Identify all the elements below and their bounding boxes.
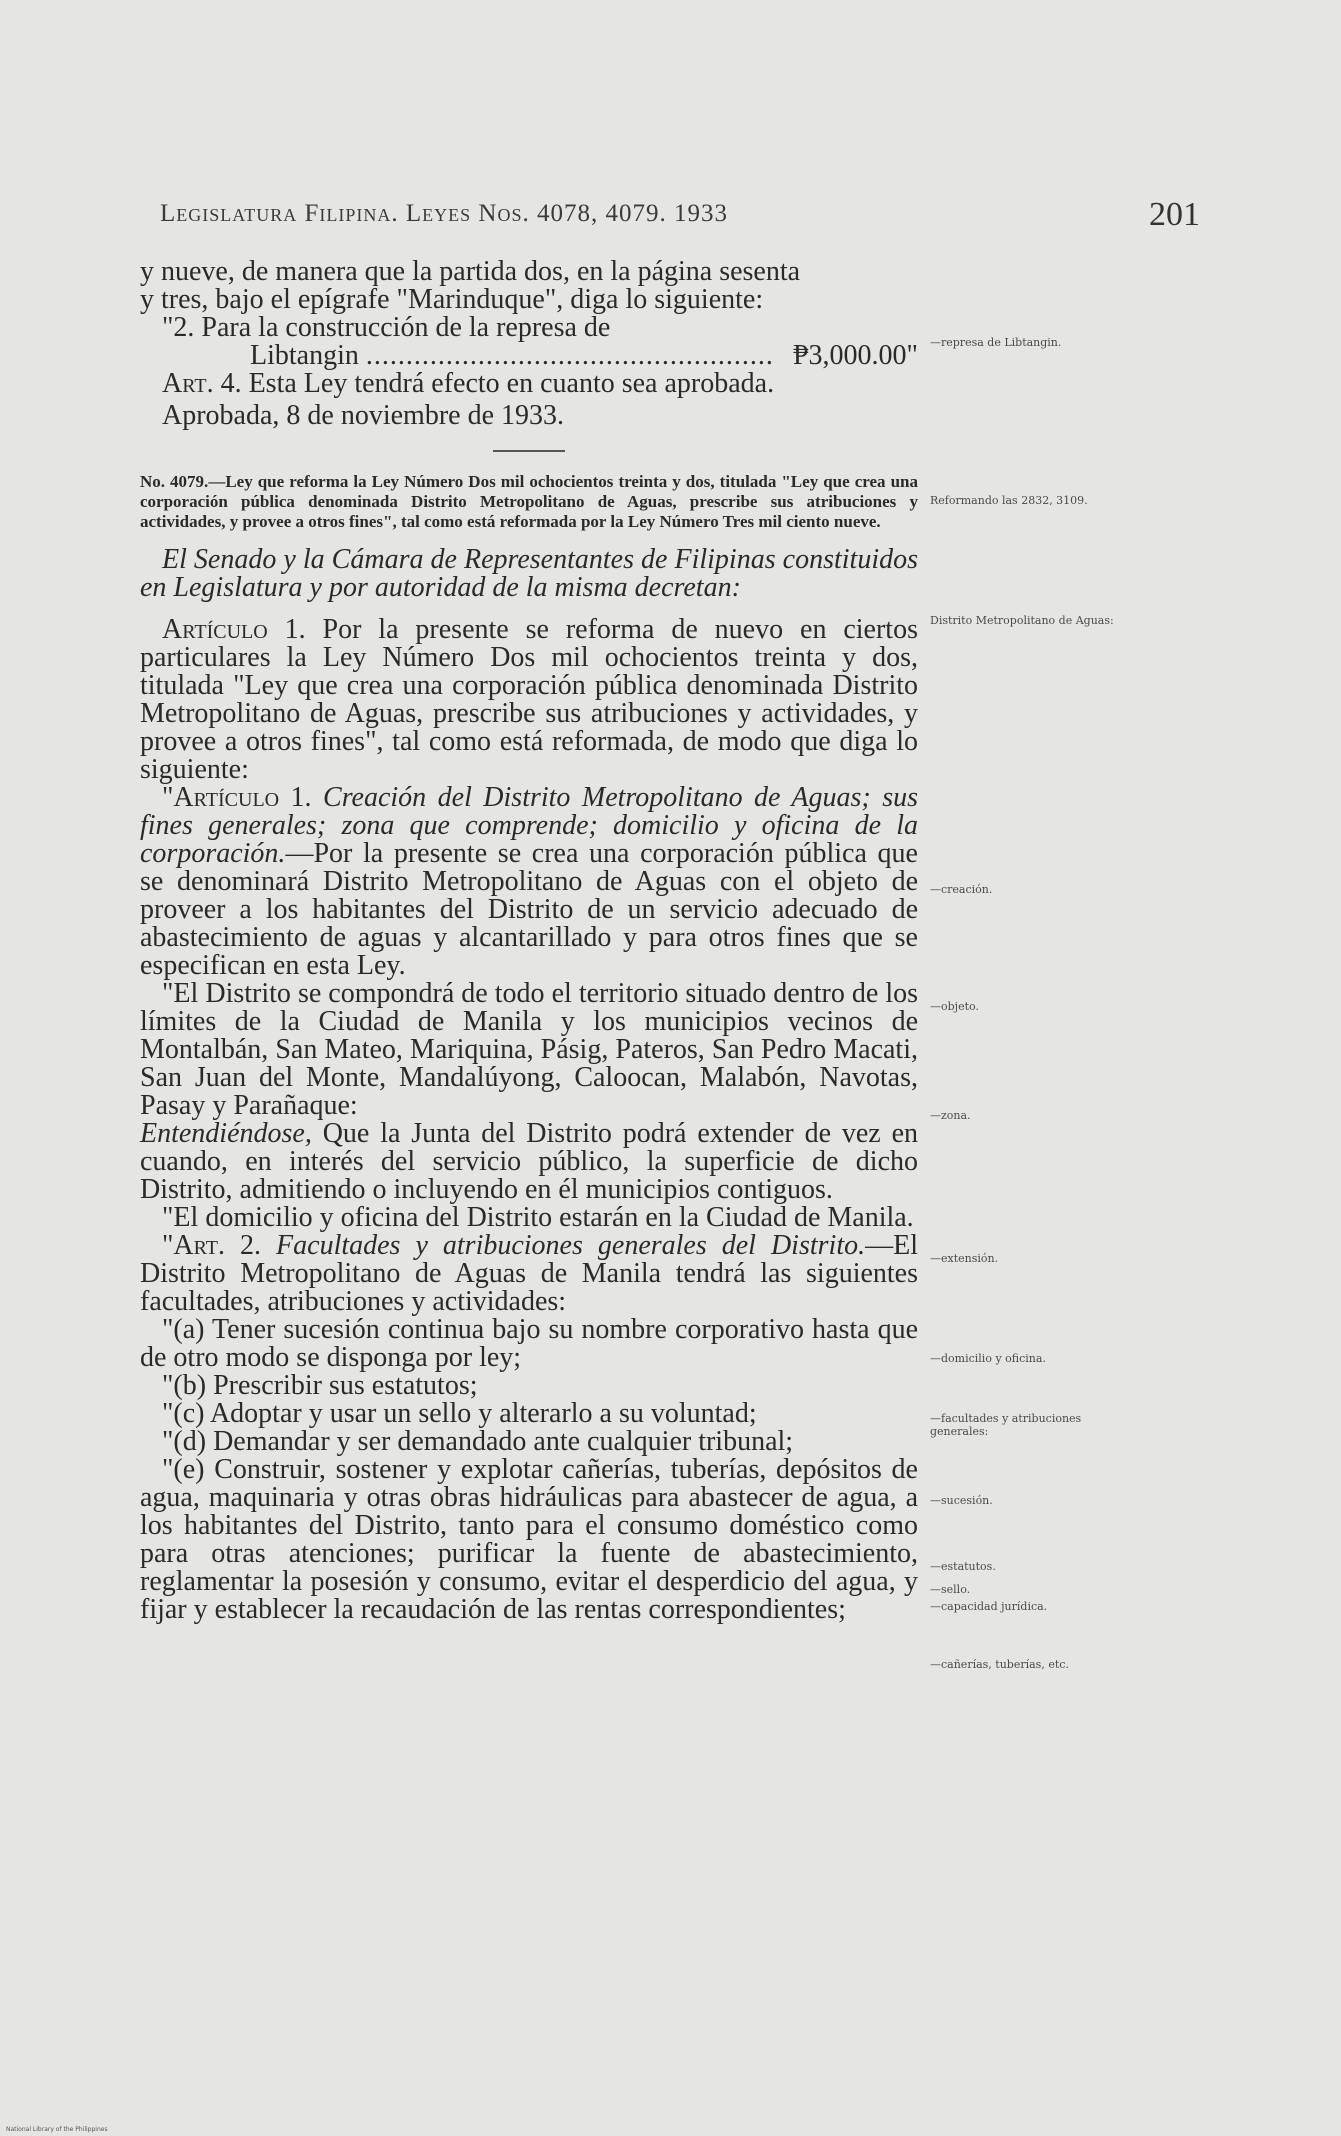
margin-note-reformando: Reformando las 2832, 3109. (930, 494, 1088, 507)
margin-note-objeto: —objeto. (930, 1000, 979, 1013)
domicilio-paragraph: "El domicilio y oficina del Distrito estarán en la Ciudad de Manila. (162, 1202, 914, 1233)
margin-note-distrito: Distrito Metropolitano de Aguas: (930, 614, 1114, 627)
running-title: Legislatura Filipina. Leyes Nos. 4078, 4079. 1933 (160, 200, 728, 227)
margin-note-represa: —represa de Libtangin. (930, 336, 1062, 349)
budget-item-row (140, 342, 918, 370)
quoted-article-1-text: —Por la presente se crea una corporación pública que se denominará Distrito Metropolitano de Aguas con el objeto de proveer a los habitantes del Distrito de un servicio adecuado de abastecimiento de aguas y alcantarillado y para otros fines que se especifican en esta Ley. (140, 838, 918, 981)
approval-date: Aprobada, 8 de noviembre de 1933. (162, 400, 564, 431)
clause-e: "(e) Construir, sostener y explotar cañerías, tuberías, depósitos de agua, maquinaria y otras obras hidráulicas para abastecer de agua, a los habitantes del Distrito, tanto para el consumo doméstico como para otras atenciones; purificar la fuente de abastecimiento, reglamentar la posesión y consumo, evitar el desperdicio del agua, y fijar y establecer la recaudación de las rentas correspondientes; (140, 1454, 918, 1625)
article-4-label: Art. 4. (162, 368, 242, 399)
page-number: 201 (1149, 196, 1200, 233)
article-2-heading: Facultades y atribuciones generales del Distrito. (276, 1230, 866, 1261)
article-1-text: Por la presente se reforma de nuevo en ciertos particulares la Ley Número Dos mil ochocientos treinta y dos, titulada "Ley que crea una corporación pública denominada Distrito Metropolitano de Aguas, prescribe sus atribuciones y actividades, y provee a otros fines", tal como está reformada, de modo que diga lo siguiente: (140, 614, 918, 785)
article-2-text: —El Distrito Metropolitano de Aguas de Manila tendrá las siguientes facultades, atribuciones y actividades: (140, 1230, 918, 1317)
quoted-article-1-heading: Creación del Distrito Metropolitano de Aguas; sus fines generales; zona que comprende; domicilio y oficina de la corporación. (140, 782, 918, 869)
budget-item-name: Libtangin ................................................... (250, 340, 774, 371)
proviso-text: Que la Junta del Distrito podrá extender de vez en cuando, en interés del servicio público, la superficie de dicho Distrito, admitiendo o incluyendo en él municipios contiguos. (140, 1118, 918, 1205)
law-number: No. 4079. (140, 472, 209, 491)
quoted-article-1-label: "Artículo 1. (162, 782, 312, 813)
article-2-label: "Art. 2. (162, 1230, 262, 1261)
clause-a: "(a) Tener sucesión continua bajo su nombre corporativo hasta que de otro modo se disponga por ley; (140, 1314, 918, 1373)
text-line: y tres, bajo el epígrafe "Marinduque", diga lo siguiente: (140, 284, 764, 315)
margin-note-facultades: —facultades y atribuciones generales: (930, 1412, 1082, 1438)
article-2 (140, 1232, 918, 1316)
proviso-paragraph (140, 1120, 918, 1204)
margin-note-canerias: —cañerías, tuberías, etc. (930, 1658, 1069, 1671)
article-4-text: Esta Ley tendrá efecto en cuanto sea aprobada. (248, 368, 775, 399)
text-line: y nueve, de manera que la partida dos, en la página sesenta (140, 256, 801, 287)
quoted-article-1 (140, 784, 918, 980)
law-summary (140, 472, 918, 532)
margin-note-creacion: —creación. (930, 883, 993, 896)
zona-paragraph: "El Distrito se compondrá de todo el territorio situado dentro de los límites de la Ciudad de Manila y los municipios vecinos de Montalbán, San Mateo, Mariquina, Pásig, Pateros, San Pedro Macati, San Juan del Monte, Mandalúyong, Caloocan, Malabón, Navotas, Pasay y Parañaque: (140, 978, 918, 1121)
article-1-label: Artículo 1. (162, 614, 306, 645)
clause-c: "(c) Adoptar y usar un sello y alterarlo a su voluntad; (162, 1398, 757, 1429)
article-1 (140, 616, 918, 784)
page-header (160, 196, 1200, 236)
margin-note-sello: —sello. (930, 1583, 971, 1596)
margin-note-sucesion: —sucesión. (930, 1494, 993, 1507)
margin-note-extension: —extensión. (930, 1252, 999, 1265)
body-text (140, 258, 918, 1624)
budget-item-label: "2. Para la construcción de la represa de (162, 312, 611, 343)
clause-d: "(d) Demandar y ser demandado ante cualquier tribunal; (162, 1426, 794, 1457)
margin-note-capacidad: —capacidad jurídica. (930, 1600, 1048, 1613)
proviso-italic: Entendiéndose, (140, 1118, 312, 1149)
budget-item-amount: ₱3,000.00" (792, 340, 918, 371)
margin-note-domicilio: —domicilio y oficina. (930, 1352, 1046, 1365)
section-divider (493, 450, 565, 452)
clause-b: "(b) Prescribir sus estatutos; (162, 1370, 478, 1401)
margin-note-zona: —zona. (930, 1109, 971, 1122)
article-4 (140, 370, 918, 398)
scan-credit: National Library of the Philippines (6, 2126, 108, 2133)
margin-note-estatutos: —estatutos. (930, 1560, 996, 1573)
law-summary-text: —Ley que reforma la Ley Número Dos mil ochocientos treinta y dos, titulada "Ley que crea una corporación pública denominada Distrito Metropolitano de Aguas, prescribe sus atribuciones y actividades, y provee a otros fines", tal como está reformada por la Ley Número Tres mil ciento nueve. (140, 472, 918, 531)
enacting-clause: El Senado y la Cámara de Representantes de Filipinas constituidos en Legislatura y por autoridad de la misma decretan: (140, 544, 918, 603)
